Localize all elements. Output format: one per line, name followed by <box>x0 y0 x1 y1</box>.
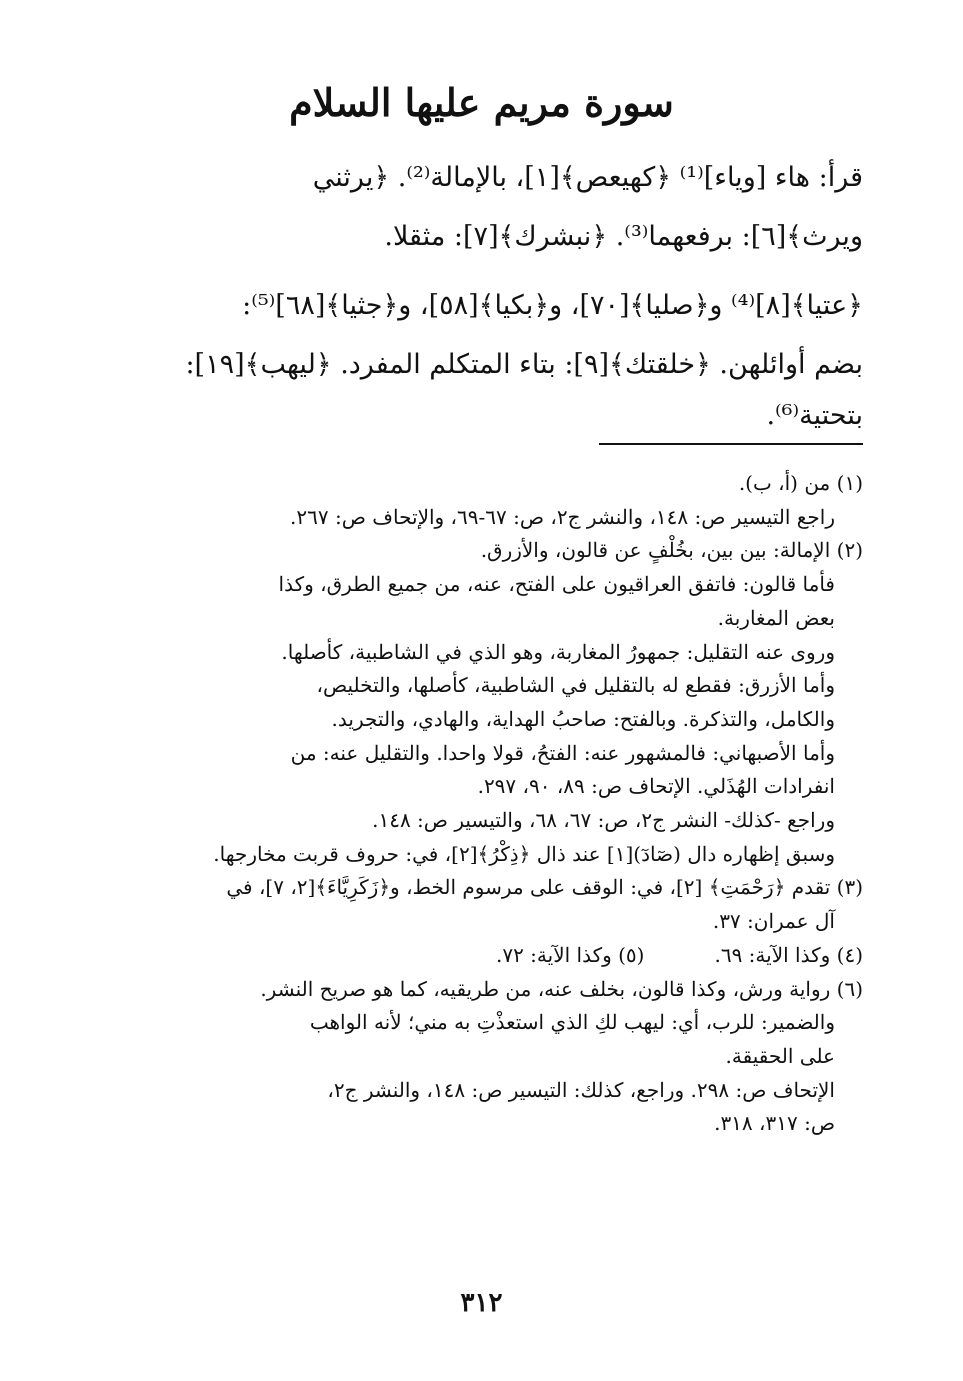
footnote-line: (٣) تقدم ﴿رَحْمَتِ﴾ [٢]، في: الوقف على مرسوم الخط، و﴿زَكَرِيَّاءَ﴾[٢، ٧]، في <box>226 875 863 900</box>
page-title: سورة مريم عليها السلام <box>289 80 674 125</box>
main-line: بضم أوائلهن. ﴿خلقتك﴾[٩]: بتاء المتكلم المفرد. ﴿ليهب﴾[١٩]: <box>185 349 863 380</box>
main-text <box>100 148 863 438</box>
footnote-4: (٤) وكذا الآية: ٦٩. <box>714 942 863 967</box>
main-line: ﴿عتيا﴾[٨]⁽⁴⁾ و﴿صليا﴾[٧٠]، و﴿بكيا﴾[٥٨]، و﴿جثيا﴾[٦٨]⁽⁵⁾: <box>242 290 863 321</box>
footnote-line: (١) من (أ، ب). <box>738 471 863 495</box>
footnote-line: انفرادات الهُذَلي. الإتحاف ص: ٨٩، ٩٠، ٢٩٧. <box>477 774 835 799</box>
footnote-line: بعض المغاربة. <box>717 605 835 630</box>
footnote-line: آل عمران: ٣٧. <box>712 909 835 934</box>
main-line: ويرث﴾[٦]: برفعهما⁽³⁾. ﴿نبشرك﴾[٧]: مثقلا. <box>384 221 863 252</box>
footnote-line: على الحقيقة. <box>725 1043 835 1068</box>
page-number: ٣١٢ <box>460 1288 503 1318</box>
footnote-line: وأما الأزرق: فقطع له بالتقليل في الشاطبية، كأصلها، والتخليص، <box>316 673 835 698</box>
footnote-line: وأما الأصبهاني: فالمشهور عنه: الفتحُ، قولا واحدا. والتقليل عنه: من <box>290 740 835 765</box>
footnote-line: (٢) الإمالة: بين بين، بخُلْفٍ عن قالون، والأزرق. <box>480 538 863 563</box>
footnote-line: وروى عنه التقليل: جمهورُ المغاربة، وهو الذي في الشاطبية، كأصلها. <box>281 639 835 664</box>
footnote-line: ص: ٣١٧، ٣١٨. <box>714 1111 835 1136</box>
footnote-line: وسبق إظهاره دال (صٓادٓ)[١] عند ذال ﴿ذِكْرُ﴾[٢]، في: حروف قربت مخارجها. <box>213 841 835 866</box>
footnote-separator <box>599 443 863 445</box>
footnotes <box>100 467 863 1141</box>
footnote-line: وراجع -كذلك- النشر ج٢، ص: ٦٧، ٦٨، والتيسير ص: ١٤٨. <box>372 808 835 833</box>
footnote-line: الإتحاف ص: ٢٩٨. وراجع، كذلك: التيسير ص: ١٤٨، والنشر ج٢، <box>327 1077 835 1102</box>
footnote-5: (٥) وكذا الآية: ٧٢. <box>495 942 645 967</box>
footnote-pair <box>100 939 863 973</box>
footnote-line: (٦) رواية ورش، وكذا قالون، بخلف عنه، من طريقيه، كما هو صريح النشر. <box>260 976 863 1001</box>
main-line: بتحتية⁽⁶⁾. <box>766 400 863 431</box>
footnote-line: والضمير: للرب، أي: ليهب لكِ الذي استعذْتِ به مني؛ لأنه الواهب <box>309 1010 835 1035</box>
main-line: قرأ: هاء [وياء]⁽¹⁾ ﴿كهيعص﴾[١]، بالإمالة⁽²⁾. ﴿يرثني <box>312 162 863 193</box>
footnote-line: راجع التيسير ص: ١٤٨، والنشر ج٢، ص: ٦٧-٦٩، والإتحاف ص: ٢٦٧. <box>290 504 835 529</box>
footnote-line: فأما قالون: فاتفق العراقيون على الفتح، عنه، من جميع الطرق، وكذا <box>278 572 835 597</box>
footnote-line: والكامل، والتذكرة. وبالفتح: صاحبُ الهداية، والهادي، والتجريد. <box>331 706 835 731</box>
